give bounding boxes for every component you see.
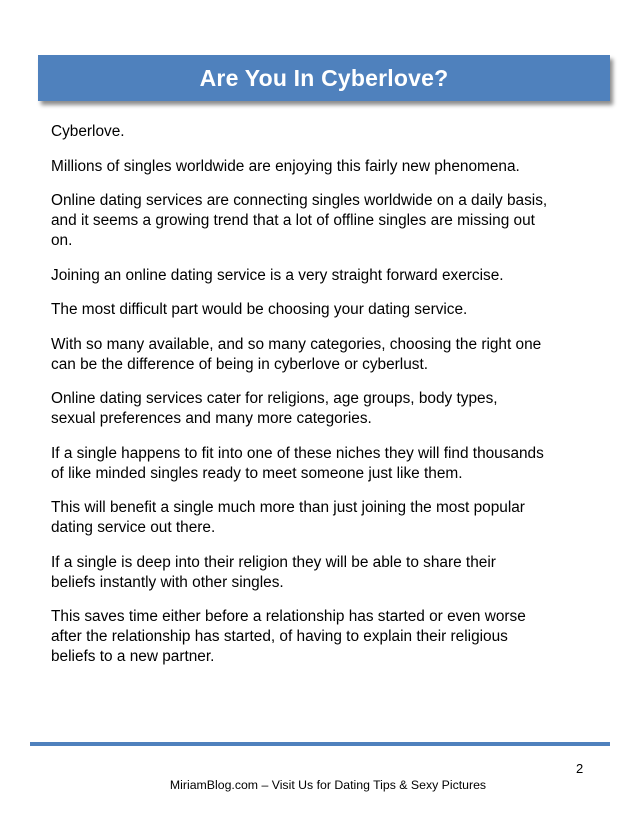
page-number: 2	[576, 761, 584, 776]
paragraph: If a single is deep into their religion they will be able to share their beliefs instantly with other singles.	[51, 553, 496, 591]
footer-text: MiriamBlog.com – Visit Us for Dating Tips & Sexy Pictures	[169, 778, 487, 792]
paragraph: This will benefit a single much more than just joining the most popular dating service out there.	[51, 499, 525, 536]
paragraph: This saves time either before a relationship has started or even worse after the relationship has started, of having to explain their religious beliefs to a new partner.	[51, 608, 526, 665]
paragraph: Online dating services are connecting singles worldwide on a daily basis, and it seems a growing trend that a lot of offline singles are missing out on.	[51, 192, 548, 249]
paragraph: Cyberlove.	[51, 123, 125, 140]
paragraph: Joining an online dating service is a very straight forward exercise.	[51, 266, 504, 284]
document-body	[51, 122, 596, 682]
page-title: Are You In Cyberlove?	[199, 65, 449, 91]
footer-divider	[30, 742, 610, 746]
title-banner	[38, 55, 610, 101]
paragraph: If a single happens to fit into one of these niches they will find thousands of like minded singles ready to meet someone just like them.	[51, 444, 544, 482]
paragraph: Millions of singles worldwide are enjoying this fairly new phenomena.	[51, 157, 520, 175]
paragraph: Online dating services cater for religions, age groups, body types, sexual preferences and many more categories.	[51, 390, 498, 427]
paragraph: With so many available, and so many categories, choosing the right one can be the difference of being in cyberlove or cyberlust.	[51, 335, 542, 373]
paragraph: The most difficult part would be choosing your dating service.	[51, 301, 468, 318]
